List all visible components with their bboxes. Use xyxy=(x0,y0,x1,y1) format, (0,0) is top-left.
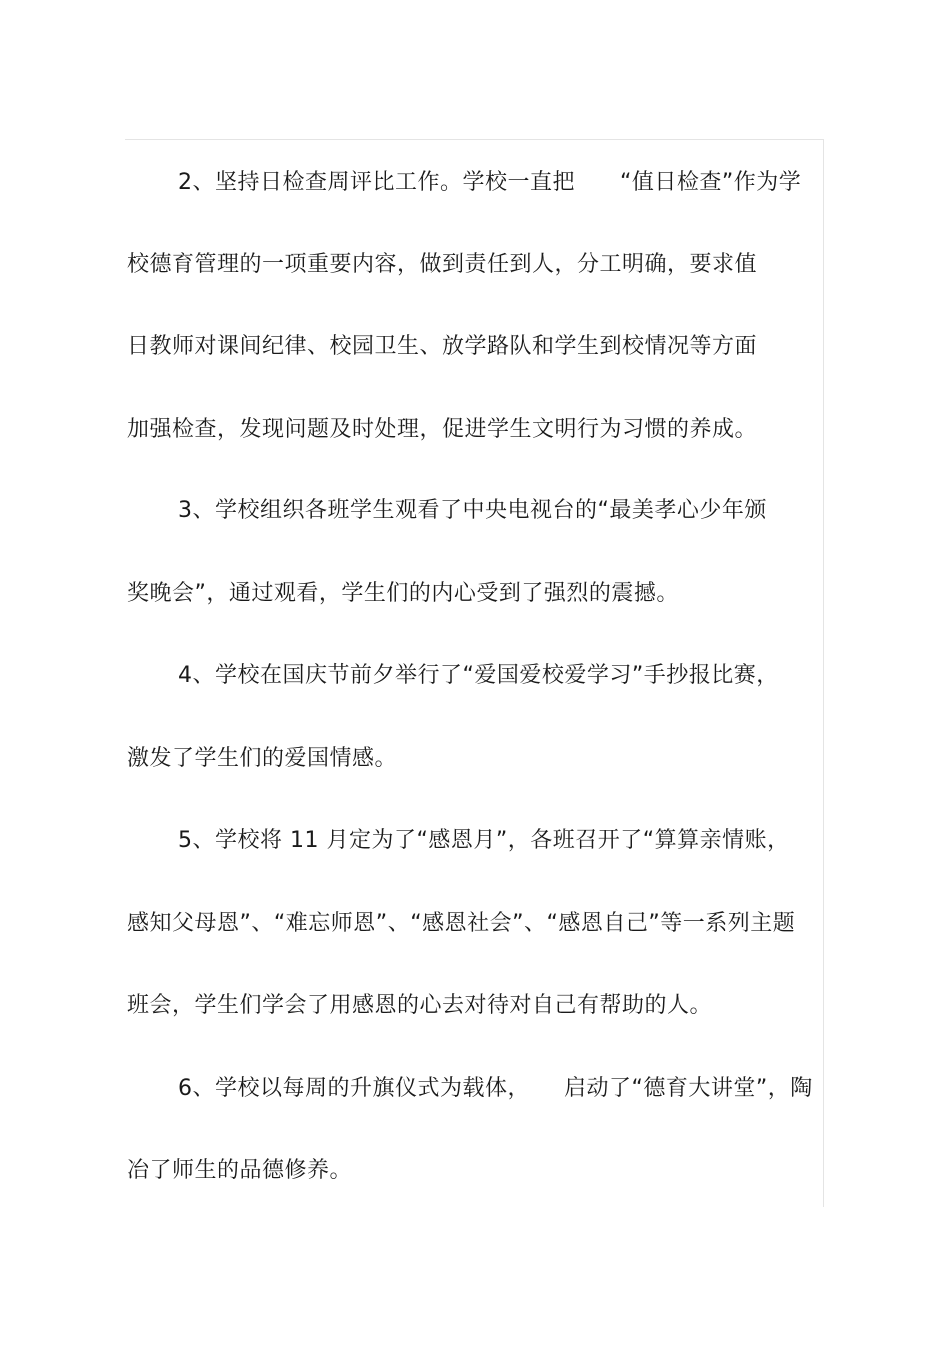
paragraph-3-line-1: 3、学校组织各班学生观看了中央电视台的“最美孝心少年颁 xyxy=(178,498,767,523)
paragraph-5-line-3: 班会，学生们学会了用感恩的心去对待对自己有帮助的人。 xyxy=(127,993,713,1018)
paragraph-6-line-2: 冶了师生的品德修养。 xyxy=(127,1158,353,1183)
paragraph-2-line-2: 校德育管理的一项重要内容，做到责任到人，分工明确，要求值 xyxy=(127,252,758,277)
paragraph-5-line-1: 5、学校将 11 月定为了“感恩月”，各班召开了“算算亲情账， xyxy=(178,828,790,853)
paragraph-5-line-2: 感知父母恩”、“难忘师恩”、“感恩社会”、“感恩自己”等一系列主题 xyxy=(127,911,796,936)
page-frame-right-border xyxy=(823,139,824,1207)
paragraph-2-line-3: 日教师对课间纪律、校园卫生、放学路队和学生到校情况等方面 xyxy=(127,334,758,359)
paragraph-6-line-1: 6、学校以每周的升旗仪式为载体， 启动了“德育大讲堂”，陶 xyxy=(178,1076,813,1101)
paragraph-4-line-1: 4、学校在国庆节前夕举行了“爱国爱校爱学习”手抄报比赛， xyxy=(178,663,779,688)
paragraph-2-line-1: 2、坚持日检查周评比工作。学校一直把 “值日检查”作为学 xyxy=(178,170,802,195)
paragraph-4-line-2: 激发了学生们的爱国情感。 xyxy=(127,746,398,771)
paragraph-2-line-4: 加强检查，发现问题及时处理，促进学生文明行为习惯的养成。 xyxy=(127,417,758,442)
paragraph-3-line-2: 奖晚会”，通过观看，学生们的内心受到了强烈的震撼。 xyxy=(127,581,679,606)
page-frame-top-border xyxy=(125,139,823,140)
